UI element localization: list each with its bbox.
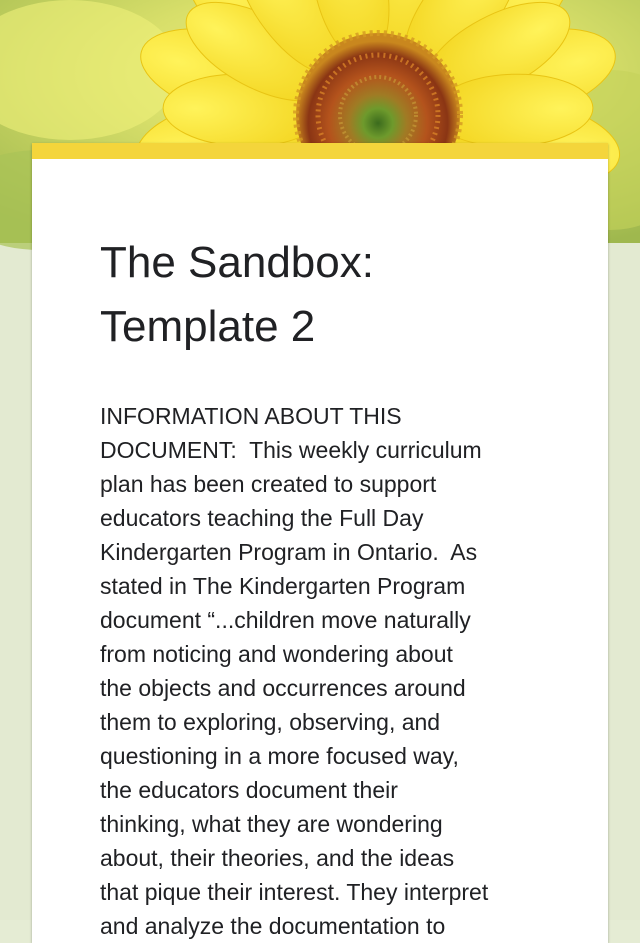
form-description: INFORMATION ABOUT THIS DOCUMENT: This weekly curriculum plan has been created to support educators teaching the Full Day Kindergarten Program in Ontario. As stated in The Kindergarten Program document “...children move naturally from noticing and wondering about the objects and occurrences around them to exploring, observing, and questioning in a more focused way, the educators document their thinking, what they are wondering about, their theories, and the ideas that pique their interest. They interpret and analyze the documentation to bbox=[100, 403, 489, 939]
card-accent-bar bbox=[32, 143, 608, 159]
form-title-line-2: Template 2 bbox=[100, 302, 316, 351]
form-title-line-1: The Sandbox: bbox=[100, 238, 374, 287]
form-header-card bbox=[32, 143, 608, 943]
form-title bbox=[100, 231, 570, 359]
